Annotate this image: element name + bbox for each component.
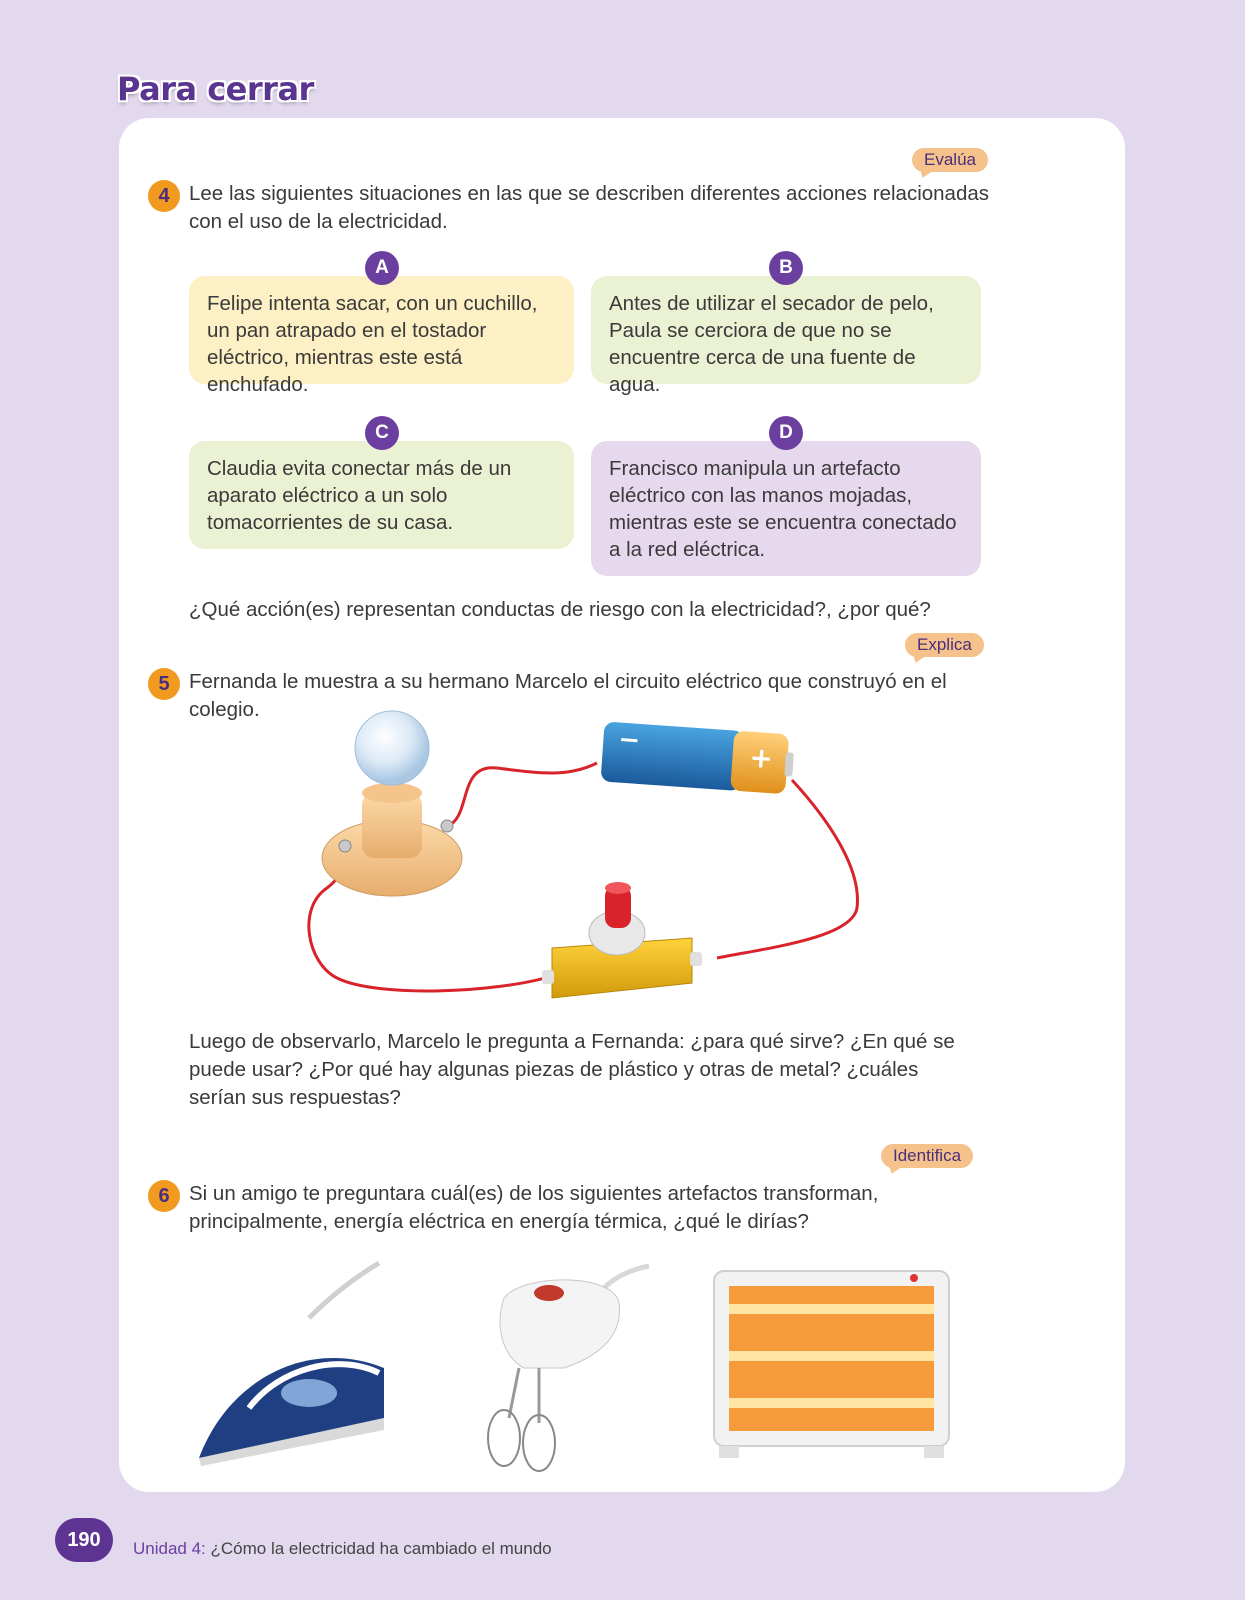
footer-unit-label: Unidad 4: <box>133 1539 206 1558</box>
battery-plus-sign: + <box>748 740 775 776</box>
footer-unit-title: ¿Cómo la electricidad ha cambiado el mundo <box>205 1539 552 1558</box>
situation-d-letter: D <box>769 416 803 450</box>
question-number-5: 5 <box>148 668 180 700</box>
situation-d-text: Francisco manipula un artefacto eléctrico con las manos mojadas, mientras este se encuentra conectado a la red eléctrica. <box>591 441 981 576</box>
situation-b-text: Antes de utilizar el secador de pelo, Paula se cerciora de que no se encuentre cerca de una fuente de agua. <box>591 276 981 384</box>
activity-card <box>119 118 1125 1492</box>
skill-tag-evalua: Evalúa <box>912 148 988 172</box>
question-4-prompt: Lee las siguientes situaciones en las que se describen diferentes acciones relacionadas con el uso de la electricidad. <box>189 182 989 233</box>
skill-tag-explica: Explica <box>905 633 984 657</box>
situation-b-letter: B <box>769 251 803 285</box>
question-number-6: 6 <box>148 1180 180 1212</box>
question-4-followup: ¿Qué acción(es) representan conductas de riesgo con la electricidad?, ¿por qué? <box>189 598 931 621</box>
circuit-illustration <box>297 708 897 1038</box>
wire-bulb-battery <box>447 763 597 826</box>
wire-battery-switch <box>717 780 857 958</box>
iron-image <box>189 1258 399 1468</box>
battery-minus-sign: − <box>617 724 642 756</box>
skill-tag-identifica: Identifica <box>881 1144 973 1168</box>
situation-c-letter: C <box>365 416 399 450</box>
battery <box>600 721 795 794</box>
question-number-4: 4 <box>148 180 180 212</box>
bulb-holder <box>322 783 462 896</box>
question-5-prompt: Fernanda le muestra a su hermano Marcelo el circuito eléctrico que construyó en el colegio. <box>189 670 947 721</box>
push-switch <box>542 882 702 998</box>
heater-image <box>709 1266 959 1466</box>
section-title: Para cerrar <box>117 70 314 108</box>
situation-a-letter: A <box>365 251 399 285</box>
question-5-followup: Luego de observarlo, Marcelo le pregunta a Fernanda: ¿para qué sirve? ¿En qué se puede usar? ¿Por qué hay algunas piezas de plástico y otras de metal? ¿cuáles serían sus respuestas? <box>189 1030 955 1109</box>
mixer-image <box>464 1258 654 1478</box>
footer-unit <box>133 1539 552 1559</box>
situation-a-text: Felipe intenta sacar, con un cuchillo, un pan atrapado en el tostador eléctrico, mientras este está enchufado. <box>189 276 574 384</box>
light-bulb <box>355 711 429 785</box>
question-6-prompt: Si un amigo te preguntara cuál(es) de los siguientes artefactos transforman, principalmente, energía eléctrica en energía térmica, ¿qué le dirías? <box>189 1182 879 1233</box>
page-number-badge: 190 <box>55 1518 113 1562</box>
situation-c-text: Claudia evita conectar más de un aparato eléctrico a un solo tomacorrientes de su casa. <box>189 441 574 549</box>
